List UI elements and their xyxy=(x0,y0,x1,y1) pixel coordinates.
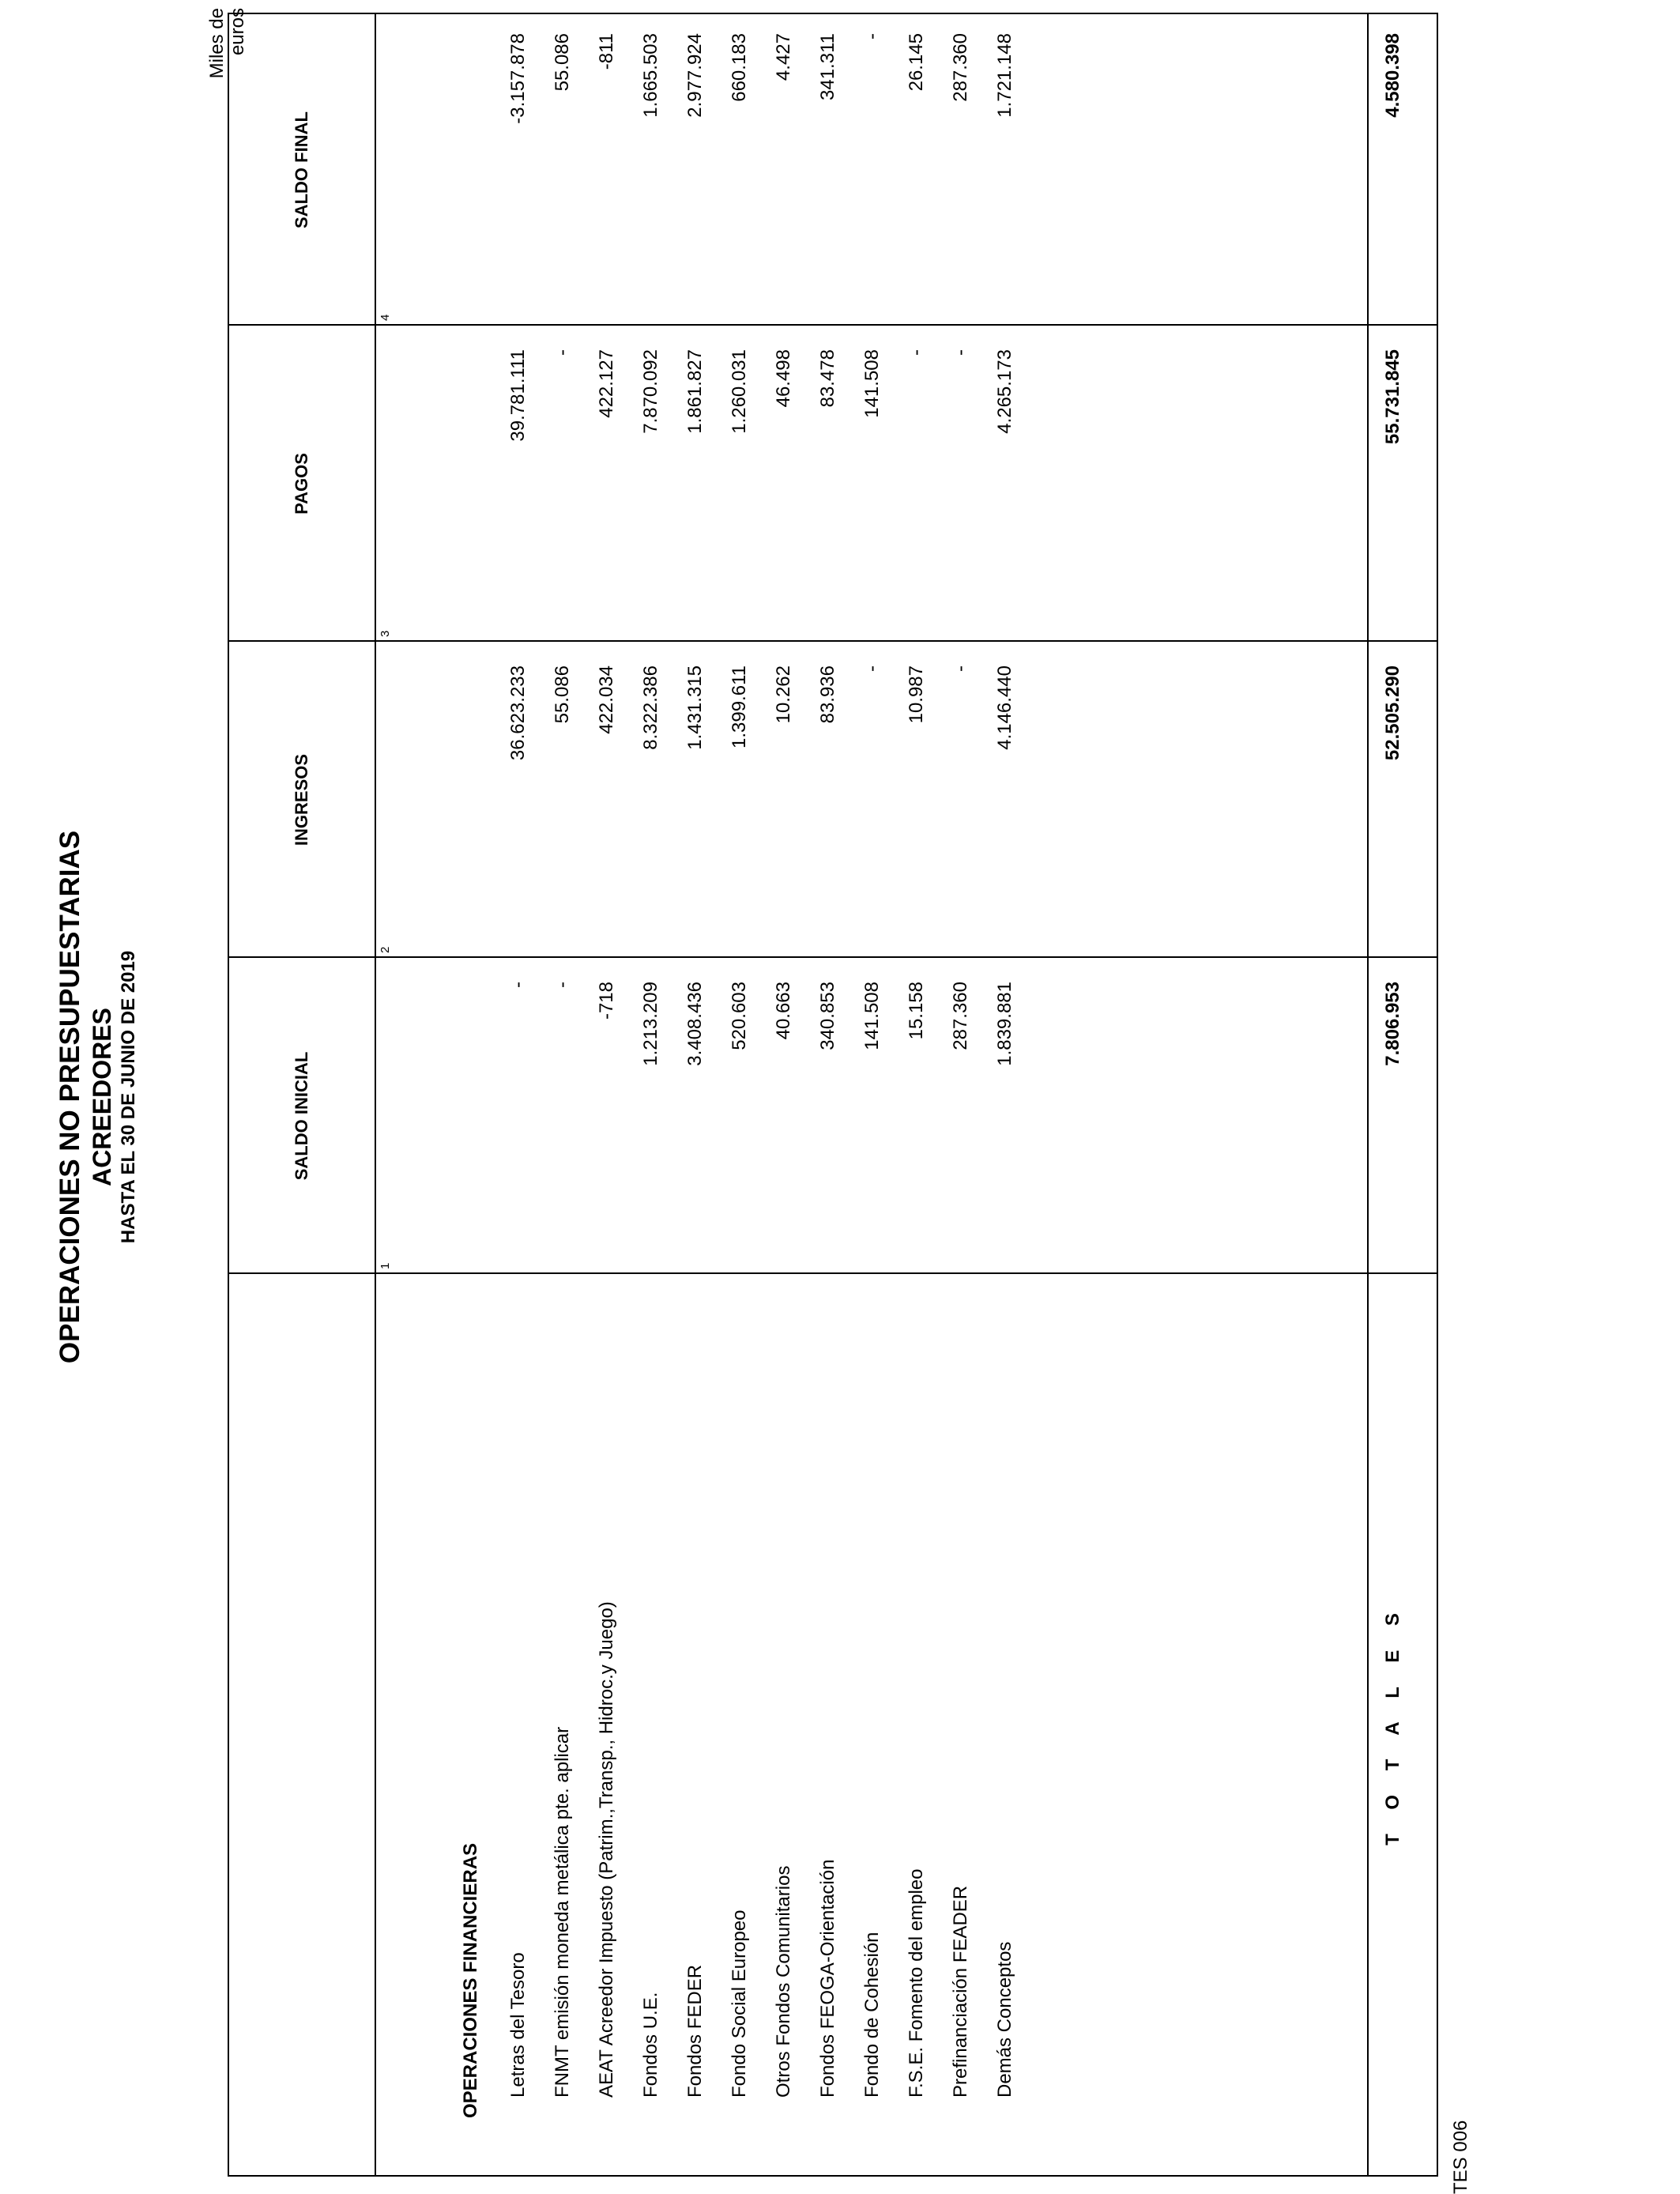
table-row xyxy=(547,14,578,2175)
cell-pagos: - xyxy=(906,349,927,356)
cell-pagos: 422.127 xyxy=(596,349,617,418)
cell-saldo-inicial: - xyxy=(507,982,529,988)
cell-saldo-inicial: 1.839.881 xyxy=(994,982,1015,1066)
row-label: Prefinanciación FEADER xyxy=(950,1885,971,2098)
cell-pagos: - xyxy=(950,349,971,356)
sheet-code: TES 006 xyxy=(1450,2120,1471,2194)
col-header-saldo-final: SALDO FINAL xyxy=(292,111,311,228)
cell-ingresos: 422.034 xyxy=(596,665,617,734)
report-title: OPERACIONES NO PRESUPUESTARIAS xyxy=(55,830,85,1364)
report-period: HASTA EL 30 DE JUNIO DE 2019 xyxy=(118,950,139,1244)
cell-pagos: 141.508 xyxy=(861,349,883,418)
cell-pagos: 1.260.031 xyxy=(729,349,750,434)
total-ingresos: 52.505.290 xyxy=(1382,665,1403,761)
col-number-3: 3 xyxy=(379,630,392,637)
row-label: Letras del Tesoro xyxy=(507,1952,529,2098)
cell-saldo-final: 1.665.503 xyxy=(640,33,661,118)
row-label: FNMT emisión moneda metálica pte. aplicar xyxy=(552,1726,573,2098)
table-row xyxy=(989,14,1021,2175)
report-subtitle: ACREEDORES xyxy=(88,1008,116,1186)
cell-pagos: 46.498 xyxy=(773,349,794,408)
cell-pagos: 39.781.111 xyxy=(507,349,529,442)
table-row xyxy=(812,14,844,2175)
table-row xyxy=(768,14,800,2175)
total-pagos: 55.731.845 xyxy=(1382,349,1403,445)
table-row xyxy=(591,14,623,2175)
row-label: Fondos FEOGA-Orientación xyxy=(817,1859,838,2098)
cell-saldo-final: 660.183 xyxy=(729,33,750,102)
cell-saldo-inicial: 340.853 xyxy=(817,982,838,1050)
cell-pagos: 1.861.827 xyxy=(684,349,706,434)
table-row xyxy=(680,14,711,2175)
cell-saldo-inicial: -718 xyxy=(596,982,617,1020)
total-saldo-final: 4.580.398 xyxy=(1382,33,1403,118)
cell-ingresos: 36.623.233 xyxy=(507,665,529,761)
cell-saldo-inicial: 40.663 xyxy=(773,982,794,1040)
col-number-2: 2 xyxy=(379,946,392,953)
cell-saldo-inicial: 141.508 xyxy=(861,982,883,1050)
totals-label: T O T A L E S xyxy=(1382,1604,1403,1845)
cell-ingresos: 1.399.611 xyxy=(729,665,750,748)
cell-ingresos: 83.936 xyxy=(817,665,838,724)
cell-saldo-final: -3.157.878 xyxy=(507,33,529,124)
cell-saldo-final: - xyxy=(861,33,883,40)
cell-saldo-final: 2.977.924 xyxy=(684,33,706,118)
units-label: Miles de euros xyxy=(206,8,248,79)
cell-saldo-final: 1.721.148 xyxy=(994,33,1015,118)
col-number-1: 1 xyxy=(379,1262,392,1269)
row-label: Fondos FEDER xyxy=(684,1964,706,2098)
row-label: Demás Conceptos xyxy=(994,1941,1015,2098)
col-header-saldo-inicial: SALDO INICIAL xyxy=(292,1051,311,1181)
col-header-pagos: PAGOS xyxy=(292,453,311,515)
cell-saldo-inicial: 520.603 xyxy=(729,982,750,1050)
section-title: OPERACIONES FINANCIERAS xyxy=(460,1842,481,2118)
cell-ingresos: - xyxy=(861,665,883,672)
cell-saldo-final: 26.145 xyxy=(906,33,927,92)
col-header-ingresos: INGRESOS xyxy=(292,753,311,846)
col-number-4: 4 xyxy=(379,314,392,321)
row-label: AEAT Acreedor Impuesto (Patrim.,Transp., Hidroc.y Juego) xyxy=(596,1601,617,2098)
table-row xyxy=(901,14,932,2175)
report-table xyxy=(228,13,1438,2177)
table-row xyxy=(635,14,667,2175)
table-row xyxy=(945,14,977,2175)
cell-ingresos: 10.987 xyxy=(906,665,927,724)
cell-saldo-final: -811 xyxy=(596,33,617,70)
header-divider xyxy=(375,14,376,2175)
totals-divider xyxy=(1367,14,1369,2175)
cell-ingresos: 4.146.440 xyxy=(994,665,1015,750)
cell-ingresos: 55.086 xyxy=(552,665,573,724)
cell-saldo-inicial: 3.408.436 xyxy=(684,982,706,1066)
cell-ingresos: 8.322.386 xyxy=(640,665,661,750)
table-row xyxy=(503,14,534,2175)
cell-saldo-inicial: 15.158 xyxy=(906,982,927,1040)
cell-saldo-final: 341.311 xyxy=(817,33,838,100)
cell-pagos: 7.870.092 xyxy=(640,349,661,434)
cell-ingresos: - xyxy=(950,665,971,672)
cell-saldo-final: 4.427 xyxy=(773,33,794,81)
cell-saldo-final: 55.086 xyxy=(552,33,573,92)
row-label: Fondos U.E. xyxy=(640,1992,661,2098)
total-saldo-inicial: 7.806.953 xyxy=(1382,982,1403,1066)
cell-ingresos: 1.431.315 xyxy=(684,665,706,750)
cell-saldo-inicial: 287.360 xyxy=(950,982,971,1050)
table-row xyxy=(724,14,755,2175)
cell-saldo-inicial: - xyxy=(552,982,573,988)
cell-pagos: - xyxy=(552,349,573,356)
row-label: Fondo de Cohesión xyxy=(861,1932,883,2098)
row-label: Otros Fondos Comunitarios xyxy=(773,1865,794,2098)
cell-pagos: 4.265.173 xyxy=(994,349,1015,434)
row-label: F.S.E. Fomento del empleo xyxy=(906,1868,927,2098)
cell-pagos: 83.478 xyxy=(817,349,838,408)
cell-saldo-inicial: 1.213.209 xyxy=(640,982,661,1066)
row-label: Fondo Social Europeo xyxy=(729,1909,750,2098)
cell-ingresos: 10.262 xyxy=(773,665,794,724)
table-row xyxy=(857,14,888,2175)
cell-saldo-final: 287.360 xyxy=(950,33,971,102)
